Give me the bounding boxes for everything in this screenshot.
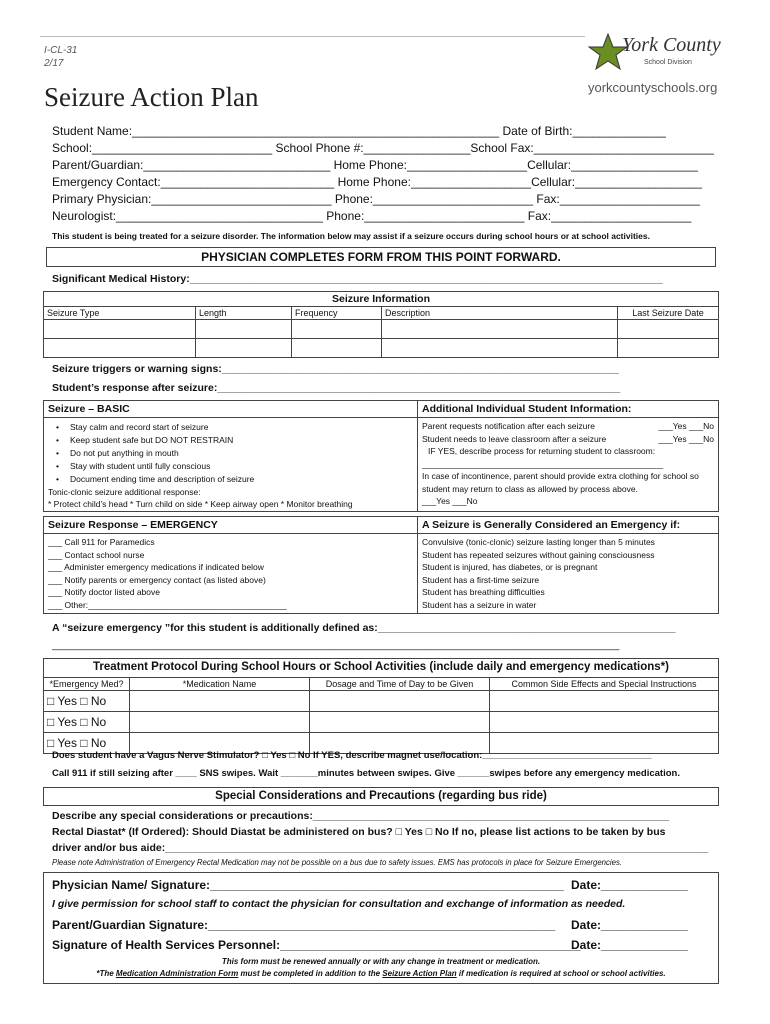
list-item[interactable]: ___ Contact school nurse — [48, 549, 145, 560]
incontinence-text: In case of incontinence, parent should provide extra clothing for school so student may return to class as allowed by process above. — [422, 471, 699, 494]
neurologist-row[interactable]: Neurologist:_______________________________ Phone:________________________ Fax:_____________________ — [52, 209, 692, 223]
seizure-plan-link: Seizure Action Plan — [382, 969, 457, 978]
col-frequency: Frequency — [292, 307, 382, 320]
info-lines — [52, 123, 732, 225]
list-item: Student has a first-time seizure — [422, 574, 540, 585]
col-description: Description — [382, 307, 618, 320]
permission-text: I give permission for school staff to contact the physician for consultation and exchange of information as needed. — [52, 898, 626, 910]
renewal-note: This form must be renewed annually or with any change in treatment or medication. — [221, 957, 541, 966]
dob-field[interactable]: Date of Birth:______________ — [502, 124, 666, 138]
treatment-title-box — [43, 658, 719, 677]
emergency-response-list — [44, 534, 417, 614]
basic-list — [44, 421, 417, 486]
list-item: Student has repeated seizures without gaining consciousness — [422, 549, 655, 560]
list-item[interactable]: ___ Administer emergency medications if indicated below — [48, 562, 264, 573]
list-item: • Document ending time and description of seizure — [44, 473, 417, 486]
student-name-row — [52, 123, 732, 140]
list-item: Student has breathing difficulties — [422, 587, 545, 598]
list-item: • Stay with student until fully conscious — [44, 460, 417, 473]
header-rule — [40, 36, 585, 37]
notification-row[interactable]: Parent requests notification after each seizure ___Yes ___No — [422, 421, 714, 431]
parent-date-field[interactable]: Date:_____________ — [571, 918, 688, 932]
table-row — [44, 691, 719, 712]
signature-box — [43, 872, 719, 984]
response-after-field[interactable]: Student’s response after seizure:_____________________________________________________________________ — [52, 382, 621, 394]
physician-signature-field[interactable]: Physician Name/ Signature:_____________________________________________________ — [52, 878, 564, 892]
page-title: Seizure Action Plan — [44, 82, 259, 112]
tonic-text: * Protect child’s head * Turn child on side * Keep airway open * Monitor breathing — [48, 499, 353, 509]
physician-banner-text: PHYSICIAN COMPLETES FORM FROM THIS POINT FORWARD. — [201, 250, 561, 264]
list-item: • Do not put anything in mouth — [44, 447, 417, 460]
basic-title: Seizure – BASIC — [44, 401, 417, 418]
emergency-if-title: A Seizure is Generally Considered an Emergency if: — [418, 517, 718, 534]
physician-date-field[interactable]: Date:_____________ — [571, 878, 688, 892]
col-seizure-type: Seizure Type — [44, 307, 196, 320]
emergency-if-box — [417, 516, 719, 614]
emergency-med-checkbox[interactable]: □ Yes □ No — [44, 733, 130, 754]
medical-history-field[interactable]: Significant Medical History:_________________________________________________________________________________ — [52, 273, 663, 285]
bus-aide-field[interactable]: driver and/or bus aide:_____________________________________________________________________________________________ — [52, 842, 709, 854]
emergency-if-list — [418, 534, 718, 614]
emergency-defined-field[interactable]: A “seizure emergency ”for this student is additionally defined as:___________________________________________________ — [52, 622, 676, 634]
health-signature-field[interactable]: Signature of Health Services Personnel:_____________________________________________ — [52, 938, 581, 952]
emergency-response-title: Seizure Response – EMERGENCY — [44, 517, 417, 534]
list-item[interactable]: ___ Notify parents or emergency contact (as listed above) — [48, 574, 266, 585]
website: yorkcountyschools.org — [588, 80, 718, 95]
table-row — [44, 712, 719, 733]
parent-row[interactable]: Parent/Guardian:____________________________ Home Phone:__________________Cellular:___________________ — [52, 158, 698, 172]
list-item: • Stay calm and record start of seizure — [44, 421, 417, 434]
table-row — [44, 320, 719, 339]
additional-box — [417, 400, 719, 512]
emergency-med-checkbox[interactable]: □ Yes □ No — [44, 691, 130, 712]
list-item: Student is injured, has diabetes, or is pregnant — [422, 562, 598, 573]
incontinence-answer[interactable]: ___Yes ___No — [422, 496, 478, 506]
col-last-seizure: Last Seizure Date — [618, 307, 719, 320]
vns-field[interactable]: Does student have a Vagus Nerve Stimulator? □ Yes □ No If YES, describe magnet use/location:________________________________ — [52, 750, 652, 761]
york-county-logo — [588, 30, 738, 78]
diastat-question[interactable]: Rectal Diastat* (If Ordered): Should Diastat be administered on bus? □ Yes □ No If no, please list actions to be taken by bus — [52, 826, 666, 838]
form-date: 2/17 — [44, 58, 64, 69]
col-emergency-med: *Emergency Med? — [44, 678, 130, 691]
student-name-field[interactable]: Student Name:_______________________________________________________ — [52, 124, 500, 138]
special-title: Special Considerations and Precautions (regarding bus ride) — [215, 790, 547, 802]
parent-signature-field[interactable]: Parent/Guardian Signature:____________________________________________________ — [52, 918, 556, 932]
seizure-info-title: Seizure Information — [44, 292, 719, 307]
col-side-effects: Common Side Effects and Special Instructions — [490, 678, 719, 691]
tonic-title: Tonic-clonic seizure additional response: — [48, 487, 201, 497]
col-medication-name: *Medication Name — [130, 678, 310, 691]
health-date-field[interactable]: Date:_____________ — [571, 938, 688, 952]
basic-box — [43, 400, 418, 512]
medication-form-note: *The Medication Administration Form must be completed in addition to the Seizure Action Plan if medication is required at school or school activities. — [96, 969, 666, 978]
leave-classroom-row[interactable]: Student needs to leave classroom after a seizure ___Yes ___No — [422, 433, 714, 444]
treatment-table — [43, 677, 719, 754]
list-item[interactable]: ___ Other:__________________________________________ — [48, 599, 287, 610]
additional-title: Additional Individual Student Information: — [418, 401, 718, 418]
col-dosage: Dosage and Time of Day to be Given — [310, 678, 490, 691]
physician-row[interactable]: Primary Physician:___________________________ Phone:________________________ Fax:_____________________ — [52, 192, 700, 206]
call-911-field[interactable]: Call 911 if still seizing after ____ SNS swipes. Wait _______minutes between swipes. Give ______swipes before any emergency medication. — [52, 768, 680, 779]
logo-subtext: School Division — [644, 59, 692, 66]
emergency-response-box — [43, 516, 418, 614]
rectal-medication-note: Please note Administration of Emergency Rectal Medication may not be possible on a bus due to safety issues. EMS has protocols in place for Seizure Emergencies. — [52, 858, 623, 867]
list-item: • Keep student safe but DO NOT RESTRAIN — [44, 434, 417, 447]
form-code: I-CL-31 — [44, 45, 78, 56]
school-row[interactable]: School:___________________________ School Phone #:________________School Fax:___________________________ — [52, 141, 714, 155]
physician-banner — [46, 247, 716, 267]
special-considerations-field[interactable]: Describe any special considerations or precautions:_____________________________________________________________ — [52, 810, 670, 822]
list-item[interactable]: ___ Notify doctor listed above — [48, 587, 160, 598]
emergency-defined-line2[interactable]: ______________________________________________________________________________________________________ — [52, 640, 620, 651]
emergency-contact-row[interactable]: Emergency Contact:__________________________ Home Phone:__________________Cellular:___________________ — [52, 175, 702, 189]
special-title-box — [43, 787, 719, 806]
notice-text: This student is being treated for a seizure disorder. The information below may assist if a seizure occurs during school hours or at school activities. — [52, 231, 650, 241]
seizure-info-table — [43, 291, 719, 358]
process-field[interactable]: ___________________________________________________ — [422, 458, 664, 469]
triggers-field[interactable]: Seizure triggers or warning signs:____________________________________________________________________ — [52, 363, 619, 375]
medication-form-link: Medication Administration Form — [115, 969, 239, 978]
treatment-title: Treatment Protocol During School Hours or School Activities (include daily and emergency medications*) — [93, 661, 669, 673]
list-item[interactable]: ___ Call 911 for Paramedics — [48, 537, 155, 547]
logo-text: York County — [622, 34, 721, 56]
col-length: Length — [196, 307, 292, 320]
table-row — [44, 339, 719, 358]
list-item: Convulsive (tonic-clonic) seizure lasting longer than 5 minutes — [422, 537, 655, 547]
process-label: IF YES, describe process for returning student to classroom: — [428, 446, 656, 456]
list-item: Student has a seizure in water — [422, 599, 537, 610]
emergency-med-checkbox[interactable]: □ Yes □ No — [44, 712, 130, 733]
